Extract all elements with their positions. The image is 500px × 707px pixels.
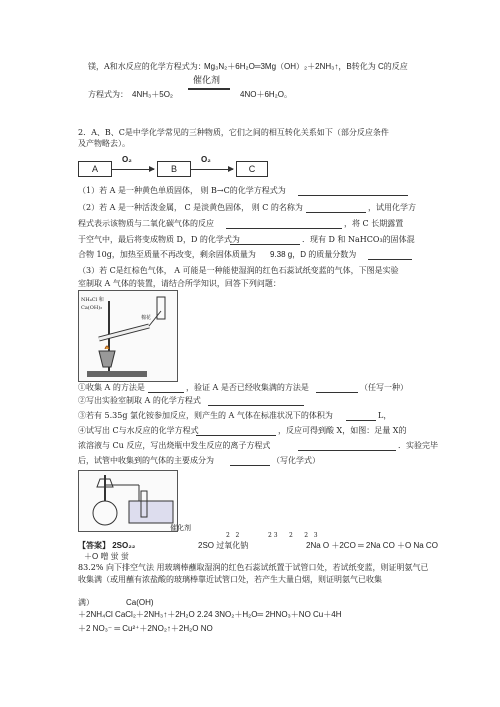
- item4-text-a-tail: ，反应可得到酸 X，如图：足量 X的: [278, 426, 407, 435]
- answer-caoh: Ca(OH): [126, 598, 154, 607]
- reaction-arrow: [188, 88, 230, 90]
- answer-subscripts: 2 2 2 3 2 2 3: [226, 532, 318, 539]
- intro-text: 镁，A和水反应的化学方程式为：: [88, 62, 206, 71]
- answer-line4: 满）: [78, 598, 94, 607]
- flow-o2-label-2: O₂: [201, 155, 211, 164]
- part2-text-c-tail: ．现有 D 和 NaHCO₃的固体混: [302, 235, 415, 244]
- flow-box-a: A: [78, 161, 112, 177]
- item1-note: （任写一种）: [360, 383, 408, 392]
- q2-stem: 2．A、B、C是中学化学常见的三种物质，它们之间的相互转化关系如下（部分反应条件: [78, 128, 389, 137]
- flow-o2-label-1: O₂: [122, 155, 132, 164]
- q2-stem-cont: 及产物略去）。: [78, 139, 130, 148]
- copper-acid-apparatus-figure: [78, 470, 178, 532]
- answer-line-a: ＋O 噌 蛍 蛍: [84, 552, 129, 561]
- catalyst-label: 催化剂: [193, 76, 221, 86]
- part1-text: （1）若 A 是一种黄色单质固体， 则 B→C的化学方程式为: [78, 186, 286, 195]
- reagent-label-1: NH₄Cl 和: [81, 297, 104, 303]
- equation-label: 方程式为：: [88, 90, 128, 99]
- flow-box-b: B: [157, 161, 191, 177]
- answer-mid2: 2Na O ＋2CO ═ 2Na CO ＋O Na CO: [306, 541, 438, 550]
- item2-text: ②写出实验室制取 A 的化学方程式: [78, 396, 201, 405]
- item4-text-b: 浓溶液与 Cu 反应，写出烧瓶中发生反应的离子方程式: [78, 441, 271, 450]
- ammonia-apparatus-figure: [78, 290, 178, 382]
- item4-gas-blank[interactable]: [230, 465, 270, 466]
- item1-text: ①收集 A 的方法是: [78, 383, 145, 392]
- answer-line5: ＋2NH₄Cl CaCl₂＋2NH₃↑＋2H₂O 2.24 3NO₂＋H₂O═ 2HNO₃＋NO Cu＋4H: [78, 610, 342, 619]
- part3-text-a: （3）若 C是红棕色气体， A 可能是一种能使湿润的红色石蕊试纸变蓝的气体，下图是实验: [78, 266, 399, 275]
- flow-arrow-1: [112, 169, 154, 170]
- part2-text-b: 程式表示该物质与二氧化碳气体的反应: [78, 219, 214, 228]
- answer-lead: 【答案】 2SO₂₂: [78, 541, 136, 550]
- equation-mg3n2: Mg₃N₂＋6H₂O═3Mg（OH）₂＋2NH₃↑，B转化为 C的反应: [204, 62, 408, 71]
- flow-arrow-2: [191, 169, 233, 170]
- part2-text-d: 合物 10g，加热至质量不再改变，剩余固体质量为: [78, 250, 256, 259]
- item1-method-blank[interactable]: [148, 392, 184, 393]
- part2-text-tail: ，试用化学方: [368, 203, 416, 212]
- answer-catalyst: 催化剂: [170, 524, 191, 532]
- cotton-label: 棉花: [141, 315, 152, 321]
- item4-text-c: 后，试管中收集到的气体的主要成分为: [78, 456, 214, 465]
- part3-text-b: 室制取 A 气体的装置，请结合所学知识，回答下列问题：: [78, 279, 281, 288]
- flow-box-c: C: [236, 161, 268, 177]
- item4-text-a: ④试写出 C与水反应的化学方程式: [78, 426, 199, 435]
- item3-text: ③若有 5.35g 氯化铵参加反应，则产生的 A 气体在标准状况下的体积为: [78, 411, 333, 420]
- equation-right: 4NO＋6H₂O。: [240, 90, 293, 99]
- equation-left: 4NH₃＋5O₂: [132, 90, 174, 99]
- part2-text: （2）若 A 是一种活泼金属， C 是淡黄色固体， 则 C 的名称为: [78, 203, 303, 212]
- item4-equation-blank[interactable]: [196, 435, 276, 436]
- answer-line2: 83.2% 向下排空气法 用玻璃棒蘸取湿润的红色石蕊试纸置于试管口处，若试纸变蓝，则证明氨气已: [78, 563, 429, 572]
- answer-line6: ＋2 NO₃⁻ ═ Cu²⁺＋2NO₂↑＋2H₂O NO: [78, 624, 213, 633]
- item1-verify: ，验证 A 是否已经收集满的方法是: [186, 383, 309, 392]
- part2-fraction-blank[interactable]: [368, 259, 412, 260]
- part2-text-c: 于空气中，最后将变成物质 D，D 的化学式为: [78, 235, 240, 244]
- answer-line3: 收集满（或用蘸有浓盐酸的玻璃棒靠近试管口处，若产生大量白烟，则证明氨气已收集: [78, 575, 382, 584]
- item4-text-c-tail: （写化学式）: [272, 456, 320, 465]
- item3-unit: L，: [378, 411, 392, 420]
- part2-name-blank[interactable]: [306, 212, 366, 213]
- reagent-label-2: Ca(OH)₂: [81, 305, 103, 311]
- item1-verify-blank[interactable]: [316, 392, 358, 393]
- flask-drawing: [79, 471, 177, 531]
- part2-text-b-tail: ，将 C 长期露置: [344, 219, 404, 228]
- item2-blank[interactable]: [208, 405, 304, 406]
- part2-formula-blank[interactable]: [230, 244, 300, 245]
- item4-text-b-tail: ．实验完毕: [398, 441, 438, 450]
- answer-mid1: 2SO 过氧化钠: [198, 541, 249, 550]
- item4-ionic-blank[interactable]: [298, 450, 396, 451]
- part2-equation-blank[interactable]: [226, 228, 342, 229]
- item3-blank[interactable]: [346, 420, 376, 421]
- part2-mass: 9.38 g，D 的质量分数为: [270, 250, 357, 259]
- part1-blank[interactable]: [298, 195, 408, 196]
